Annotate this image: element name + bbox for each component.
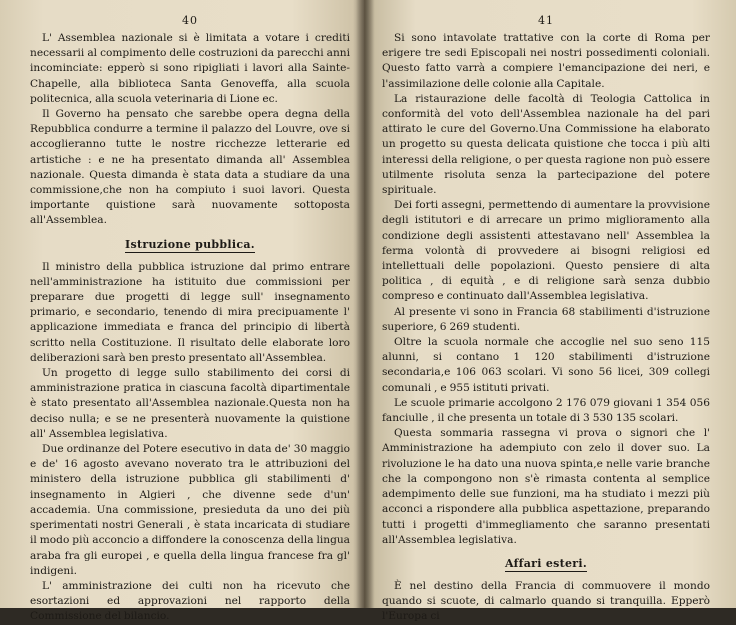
section-heading-text: Affari esteri. (504, 556, 587, 570)
paragraph: La ristaurazione delle facoltà di Teologia Cattolica in conformità del voto dell'Assemblea nazionale ha del pari attirato le cure del Governo.Una Commissione ha elaborato un progetto su questa delicata quistione che tocca i più alti interessi della religione, o per questa ragione non può essere utilmente risoluta senza la partecipazione del potere spirituale. (382, 92, 710, 197)
paragraph: Le scuole primarie accolgono 2 176 079 giovani 1 354 056 fanciulle , il che presenta un totale di 3 530 135 scolari. (382, 396, 710, 425)
paragraph: Il Governo ha pensato che sarebbe opera degna della Repubblica condurre a termine il palazzo del Louvre, ove si accoglieranno tutte le nostre ricchezze letterarie ed artistiche : e ne ha presentato dimanda all' Assemblea nazionale. Questa dimanda è stata data a studiare da una commissione,che non ha compiuto i suoi lavori. Questa importante quistione sarà nuovamente sottoposta all'Assemblea. (30, 108, 350, 227)
paragraph: È nel destino della Francia di commuovere il mondo quando si scuote, di calmarlo quando si tranquilla. Epperò l'Europa ci (382, 579, 710, 623)
paragraph: L' amministrazione dei culti non ha ricevuto che esortazioni ed approvazioni nel rapporto della Commissione del bilancio. (30, 579, 350, 623)
section-heading (382, 557, 710, 570)
paragraph: L' Assemblea nazionale si è limitata a votare i crediti necessarii al compimento delle costruzioni da parecchi anni incominciate: epperò si sono ripigliati i lavori alla Sainte-Chapelle, alla biblioteca Santa Genoveffa, alla scuola politecnica, alla scuola veterinaria di Lione ec. (30, 32, 350, 105)
section-heading (30, 238, 350, 251)
paragraph: Oltre la scuola normale che accoglie nel suo seno 115 alunni, si contano 1 120 stabilimenti d'istruzione secondaria,e 106 063 scolari. Vi sono 56 licei, 309 collegi comunali , e 955 istituti privati. (382, 336, 710, 394)
paragraph: Due ordinanze del Potere esecutivo in data de' 30 maggio e de' 16 agosto avevano noverato tra le attribuzioni del ministero della istruzione pubblica gli stabilimenti d' insegnamento in Algieri , che divenne sede d'un' accademia. Una commissione, presieduta da uno dei più sperimentati nostri Generali , è stata incaricata di studiare il modo più acconcio a diffondere la conoscenza della lingua araba fra gli europei , e quella della lingua francese fra gl' indigeni. (30, 443, 350, 577)
right-page (364, 0, 736, 623)
paragraph: Un progetto di legge sullo stabilimento dei corsi di amministrazione pratica in ciascuna facoltà dipartimentale è stato presentato all'Assemblea nazionale.Questa non ha deciso nulla; e se ne presenterà nuovamente la quistione all' Assemblea legislativa. (30, 367, 350, 440)
paragraph: Questa sommaria rassegna vi prova o signori che l' Amministrazione ha adempiuto con zelo il dover suo. La rivoluzione le ha dato una nuova spinta,e nelle varie branche che la compongono non s'è rimasta contenta al semplice adempimento delle sue funzioni, ma ha studiato i mezzi più acconci a rispondere alla pubblica aspettazione, preparando tutti i progetti d'immegliamento che saranno presentati all'Assemblea legislativa. (382, 427, 710, 546)
page-number: 41 (538, 14, 554, 27)
paragraph: Dei forti assegni, permettendo di aumentare la provvisione degli istitutori e di arrecare un primo miglioramento alla condizione degli assistenti attestavano nell' Assemblea la ferma volontà di provvedere ai bisogni religiosi ed intellettuali delle popolazioni. Questo pensiere di alta politica , di equità , e di religione sarà senza dubbio compreso e continuato dall'Assemblea legislativa. (382, 199, 710, 303)
paragraph: Si sono intavolate trattative con la corte di Roma per erigere tre sedi Episcopali nei nostri possedimenti coloniali. Questo fatto varrà a compiere l'emancipazione dei neri, e l'assimilazione delle colonie alla Capitale. (382, 32, 710, 90)
left-page (0, 0, 364, 623)
paragraph: Il ministro della pubblica istruzione dal primo entrare nell'amministrazione ha istituito due commissioni per preparare due progetti di legge sull' insegnamento primario, e secondario, tenendo di mira precipuamente l' applicazione immediata e franca del principio di libertà scritto nella Costituzione. Il risultato delle elaborate loro deliberazioni sarà ben presto presentato all'Assemblea. (30, 260, 350, 364)
paragraph: Al presente vi sono in Francia 68 stabilimenti d'istruzione superiore, 6 269 studenti. (382, 305, 710, 333)
page-number: 40 (182, 14, 198, 27)
section-heading-text: Istruzione pubblica. (125, 237, 255, 251)
